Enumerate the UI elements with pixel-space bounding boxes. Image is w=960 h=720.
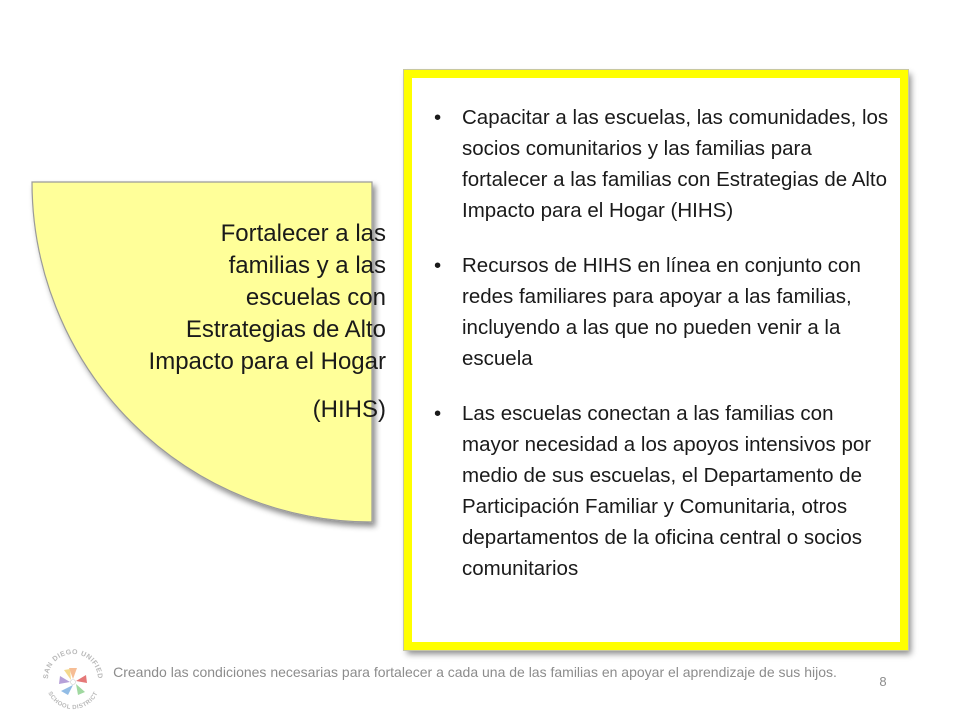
bullet-dot-icon: • (434, 106, 442, 129)
quarter-panel-title: Fortalecer a las familias y a las escuelas con Estrategias de Alto Impacto para el Hogar (148, 220, 386, 375)
quarter-panel-text (136, 218, 386, 426)
logo-text-top: SAN DIEGO UNIFIED (42, 648, 104, 680)
bullet-dot-icon: • (434, 254, 442, 277)
quarter-circle-panel (26, 176, 386, 536)
bullet-item-capacitar (428, 102, 896, 226)
bullet-text: Las escuelas conectan a las familias con mayor necesidad a los apoyos intensivos por medio de sus escuelas, el Departamento de Participación Familiar y Comunitaria, otros departamentos de la oficina central o socios comunitarios (462, 402, 872, 580)
bullet-box (404, 70, 908, 650)
bullet-dot-icon: • (434, 402, 442, 425)
bullet-text: Recursos de HIHS en línea en conjunto con redes familiares para apoyar a las familias, incluyendo a las que no pueden venir a la escuela (462, 254, 861, 370)
footer-caption: Creando las condiciones necesarias para fortalecer a cada una de las familias en apoyar el aprendizaje de sus hijos. (113, 664, 837, 680)
bullet-item-recursos (428, 250, 896, 374)
bullet-item-escuelas (428, 398, 896, 584)
svg-text:SCHOOL DISTRICT (46, 691, 99, 711)
quarter-panel-abbreviation: (HIHS) (312, 396, 386, 423)
logo-text-bottom: SCHOOL DISTRICT (46, 690, 100, 712)
bullet-list (412, 78, 900, 584)
bullet-text: Capacitar a las escuelas, las comunidades, los socios comunitarios y las familias para fortalecer a las familias con Estrategias de Alto Impacto para el Hogar (HIHS) (462, 106, 889, 222)
district-logo-icon (38, 644, 108, 714)
page-number: 8 (879, 674, 887, 689)
